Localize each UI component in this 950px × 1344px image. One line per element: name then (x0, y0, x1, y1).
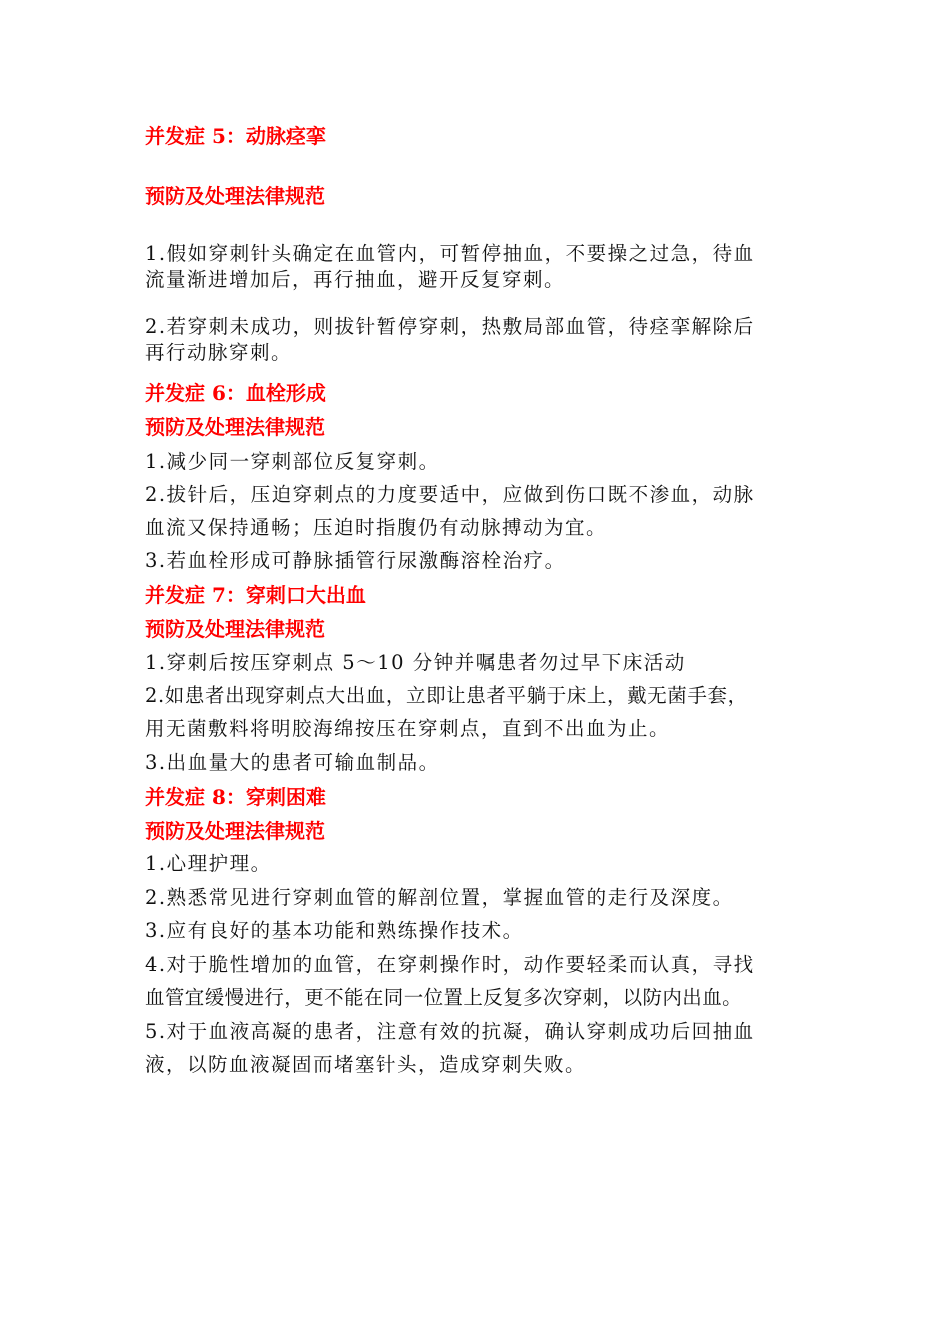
section8-item2: 2.熟悉常见进行穿刺血管的解剖位置，掌握血管的走行及深度。 (145, 886, 734, 909)
section8-item4-line2: 血管宜缓慢进行，更不能在同一位置上反复多次穿刺，以防内出血。 (145, 986, 743, 1009)
section7-item1: 1.穿刺后按压穿刺点 5～10 分钟并嘱患者勿过早下床活动 (145, 651, 686, 674)
section7-item2-line1: 2.如患者出现穿刺点大出血，立即让患者平躺于床上，戴无菌手套， (145, 684, 748, 707)
section6-subheading: 预防及处理法律规范 (145, 415, 325, 439)
section6-item2-line1: 2.拔针后，压迫穿刺点的力度要适中，应做到伤口既不渗血，动脉 (145, 483, 755, 506)
section6-heading: 并发症 6：血栓形成 (145, 381, 326, 405)
section6-item2-line2: 血流又保持通畅；压迫时指腹仍有动脉搏动为宜。 (145, 516, 608, 539)
section8-item5-line2: 液，以防血液凝固而堵塞针头，造成穿刺失败。 (145, 1053, 587, 1076)
section8-item3: 3.应有良好的基本功能和熟练操作技术。 (145, 919, 524, 942)
section8-subheading: 预防及处理法律规范 (145, 819, 325, 843)
section7-subheading: 预防及处理法律规范 (145, 617, 325, 641)
section8-item1: 1.心理护理。 (145, 852, 272, 875)
section6-item3: 3.若血栓形成可静脉插管行尿激酶溶栓治疗。 (145, 549, 566, 572)
section7-heading: 并发症 7：穿刺口大出血 (145, 583, 366, 607)
section5-subheading: 预防及处理法律规范 (145, 184, 325, 208)
section7-item2-line2: 用无菌敷料将明胶海绵按压在穿刺点，直到不出血为止。 (145, 717, 671, 740)
section5-item1-line2: 流量渐进增加后，再行抽血，避开反复穿刺。 (145, 268, 566, 291)
section8-heading: 并发症 8：穿刺困难 (145, 785, 326, 809)
section5-item2-line1: 2.若穿刺未成功，则拔针暂停穿刺，热敷局部血管，待痉挛解除后 (145, 315, 755, 338)
section7-item3: 3.出血量大的患者可输血制品。 (145, 751, 440, 774)
section5-item2-line2: 再行动脉穿刺。 (145, 341, 293, 364)
section5-heading: 并发症 5：动脉痉挛 (145, 124, 326, 148)
section5-item1-line1: 1.假如穿刺针头确定在血管内，可暂停抽血，不要操之过急，待血 (145, 242, 755, 265)
section8-item5-line1: 5.对于血液高凝的患者，注意有效的抗凝，确认穿刺成功后回抽血 (145, 1020, 755, 1043)
section6-item1: 1.减少同一穿刺部位反复穿刺。 (145, 450, 440, 473)
section8-item4-line1: 4.对于脆性增加的血管，在穿刺操作时，动作要轻柔而认真，寻找 (145, 953, 755, 976)
